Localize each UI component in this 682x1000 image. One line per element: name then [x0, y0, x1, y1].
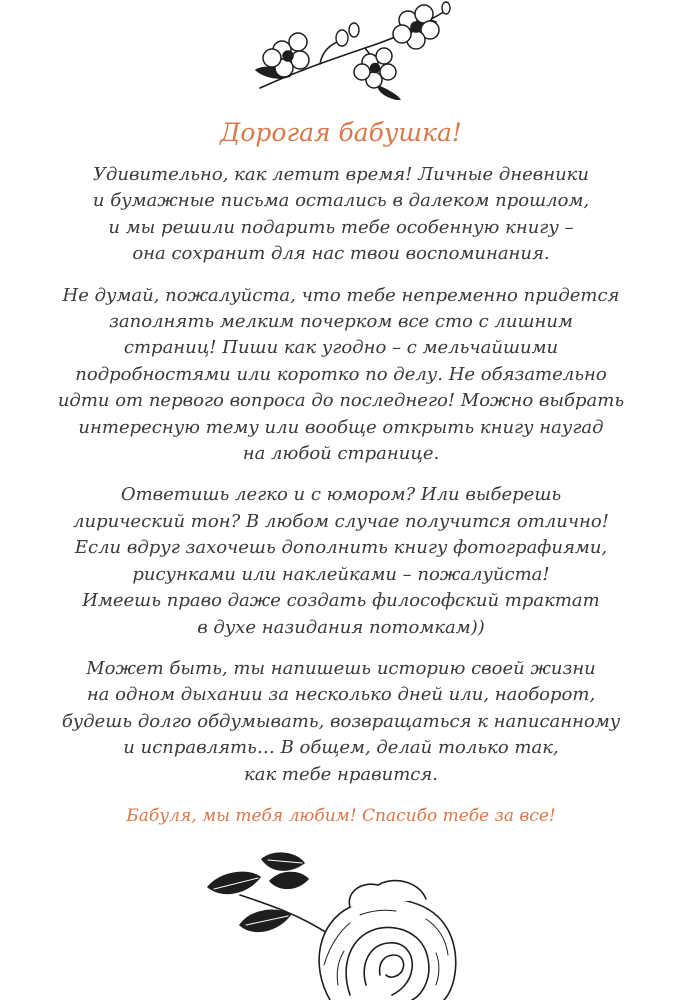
text-line: идти от первого вопроса до последнего! Можно выбрать [57, 390, 625, 412]
text-line: страниц! Пиши как угодно – с мельчайшими [123, 337, 559, 359]
letter-title: Дорогая бабушка! [220, 118, 462, 147]
text-line: подробностями или коротко по делу. Не обязательно [75, 363, 607, 385]
text-line: будешь долго обдумывать, возвращаться к написанному [61, 710, 621, 732]
text-line: как тебе нравится. [243, 763, 438, 785]
letter-paragraph-1 [40, 162, 642, 268]
text-line: на любой странице. [242, 443, 440, 465]
text-line: интересную тему или вообще открыть книгу наугад [78, 416, 604, 438]
text-line: Может быть, ты напишешь историю своей жизни [86, 657, 596, 679]
letter-closing: Бабуля, мы тебя любим! Спасибо тебе за все! [126, 805, 556, 826]
blossom-branch-illustration [250, 0, 460, 100]
letter-paragraph-4 [40, 656, 642, 788]
text-line: рисунками или наклейками – пожалуйста! [132, 563, 550, 585]
text-line: Если вдруг захочешь дополнить книгу фотографиями, [74, 537, 608, 559]
letter-paragraph-2 [40, 283, 642, 468]
text-line: она сохранит для нас твои воспоминания. [132, 243, 550, 265]
text-line: и бумажные письма остались в далеком прошлом, [92, 190, 590, 212]
text-line: лирический тон? В любом случае получится отлично! [73, 510, 609, 532]
letter-body [40, 162, 642, 829]
text-line: Ответишь легко и с юмором? Или выберешь [120, 484, 562, 506]
text-line: Имеешь право даже создать философский трактат [82, 590, 600, 612]
rose-illustration [200, 845, 500, 1000]
text-line: и мы решили подарить тебе особенную книгу – [108, 216, 574, 238]
letter-paragraph-3 [40, 482, 642, 640]
text-line: Удивительно, как летит время! Личные дневники [92, 164, 590, 185]
text-line: в духе назидания потомкам)) [197, 616, 485, 638]
text-line: заполнять мелким почерком все сто с лишним [109, 311, 573, 333]
text-line: и исправлять… В общем, делай только так, [123, 737, 559, 759]
text-line: Не думай, пожалуйста, что тебе непременно придется [62, 284, 620, 306]
text-line: на одном дыхании за несколько дней или, наоборот, [86, 684, 596, 706]
